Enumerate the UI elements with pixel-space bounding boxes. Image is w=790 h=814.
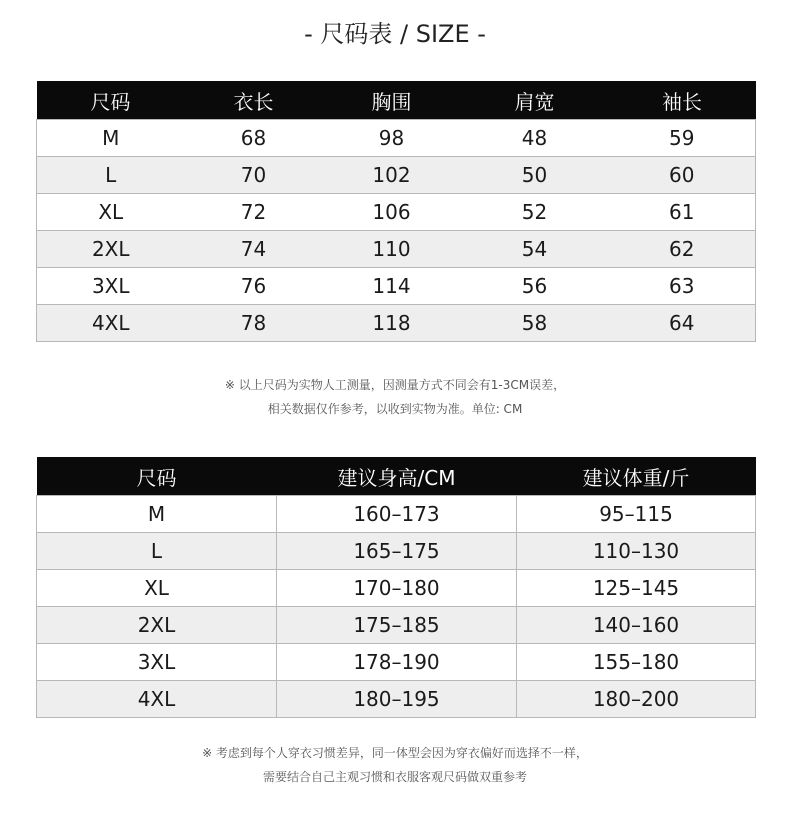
cell-sleeve: 63: [609, 268, 756, 305]
cell-chest: 102: [323, 157, 461, 194]
cell-size: 2XL: [37, 607, 277, 644]
cell-size: L: [37, 157, 185, 194]
cell-shoulder: 58: [461, 305, 609, 342]
cell-height: 165–175: [277, 533, 517, 570]
cell-height: 178–190: [277, 644, 517, 681]
cell-size: 3XL: [37, 268, 185, 305]
cell-length: 74: [185, 231, 323, 268]
fit-note-line2: 需要结合自己主观习惯和衣服客观尺码做双重参考: [262, 770, 527, 784]
table-row: [37, 194, 756, 231]
header-size: 尺码: [37, 81, 185, 120]
cell-height: 175–185: [277, 607, 517, 644]
header-chest: 胸围: [323, 81, 461, 120]
header-height: 建议身高/CM: [277, 457, 517, 496]
table-row: [37, 157, 756, 194]
cell-weight: 110–130: [517, 533, 756, 570]
cell-chest: 114: [323, 268, 461, 305]
measurement-note-line2: 相关数据仅作参考，以收到实物为准。单位: CM: [267, 402, 523, 416]
table-header-row: [37, 457, 756, 496]
cell-shoulder: 50: [461, 157, 609, 194]
cell-size: M: [37, 496, 277, 533]
header-shoulder: 肩宽: [461, 81, 609, 120]
table-row: [37, 120, 756, 157]
cell-size: M: [37, 120, 185, 157]
table-header-row: [37, 81, 756, 120]
cell-size: 4XL: [37, 305, 185, 342]
cell-shoulder: 48: [461, 120, 609, 157]
cell-length: 78: [185, 305, 323, 342]
table-row: [37, 533, 756, 570]
table-row: [37, 305, 756, 342]
table-row: [37, 644, 756, 681]
cell-height: 170–180: [277, 570, 517, 607]
cell-sleeve: 59: [609, 120, 756, 157]
cell-chest: 98: [323, 120, 461, 157]
fit-note-line1: ※ 考虑到每个人穿衣习惯差异，同一体型会因为穿衣偏好而选择不一样，: [202, 746, 588, 760]
cell-weight: 155–180: [517, 644, 756, 681]
table-row: [37, 268, 756, 305]
cell-size: L: [37, 533, 277, 570]
cell-shoulder: 56: [461, 268, 609, 305]
cell-size: XL: [37, 570, 277, 607]
header-length: 衣长: [185, 81, 323, 120]
cell-shoulder: 52: [461, 194, 609, 231]
cell-length: 76: [185, 268, 323, 305]
fit-guide-table: [36, 457, 756, 718]
cell-length: 70: [185, 157, 323, 194]
table-row: [37, 681, 756, 718]
header-sleeve: 袖长: [609, 81, 756, 120]
measurement-note-line1: ※ 以上尺码为实物人工测量，因测量方式不同会有1-3CM误差，: [224, 378, 566, 392]
size-chart-table: [36, 81, 756, 342]
table-row: [37, 607, 756, 644]
cell-chest: 110: [323, 231, 461, 268]
table-row: [37, 570, 756, 607]
cell-weight: 95–115: [517, 496, 756, 533]
cell-weight: 140–160: [517, 607, 756, 644]
cell-sleeve: 61: [609, 194, 756, 231]
cell-weight: 125–145: [517, 570, 756, 607]
table-row: [37, 231, 756, 268]
header-size: 尺码: [37, 457, 277, 496]
cell-chest: 118: [323, 305, 461, 342]
cell-height: 160–173: [277, 496, 517, 533]
cell-height: 180–195: [277, 681, 517, 718]
table-row: [37, 496, 756, 533]
page-title: - 尺码表 / SIZE -: [304, 20, 486, 48]
header-weight: 建议体重/斤: [517, 457, 756, 496]
cell-size: XL: [37, 194, 185, 231]
cell-sleeve: 60: [609, 157, 756, 194]
cell-shoulder: 54: [461, 231, 609, 268]
fit-note: [0, 741, 790, 789]
cell-sleeve: 62: [609, 231, 756, 268]
cell-size: 3XL: [37, 644, 277, 681]
cell-chest: 106: [323, 194, 461, 231]
cell-sleeve: 64: [609, 305, 756, 342]
measurement-note: [0, 373, 790, 421]
cell-length: 68: [185, 120, 323, 157]
cell-weight: 180–200: [517, 681, 756, 718]
cell-size: 2XL: [37, 231, 185, 268]
cell-length: 72: [185, 194, 323, 231]
cell-size: 4XL: [37, 681, 277, 718]
